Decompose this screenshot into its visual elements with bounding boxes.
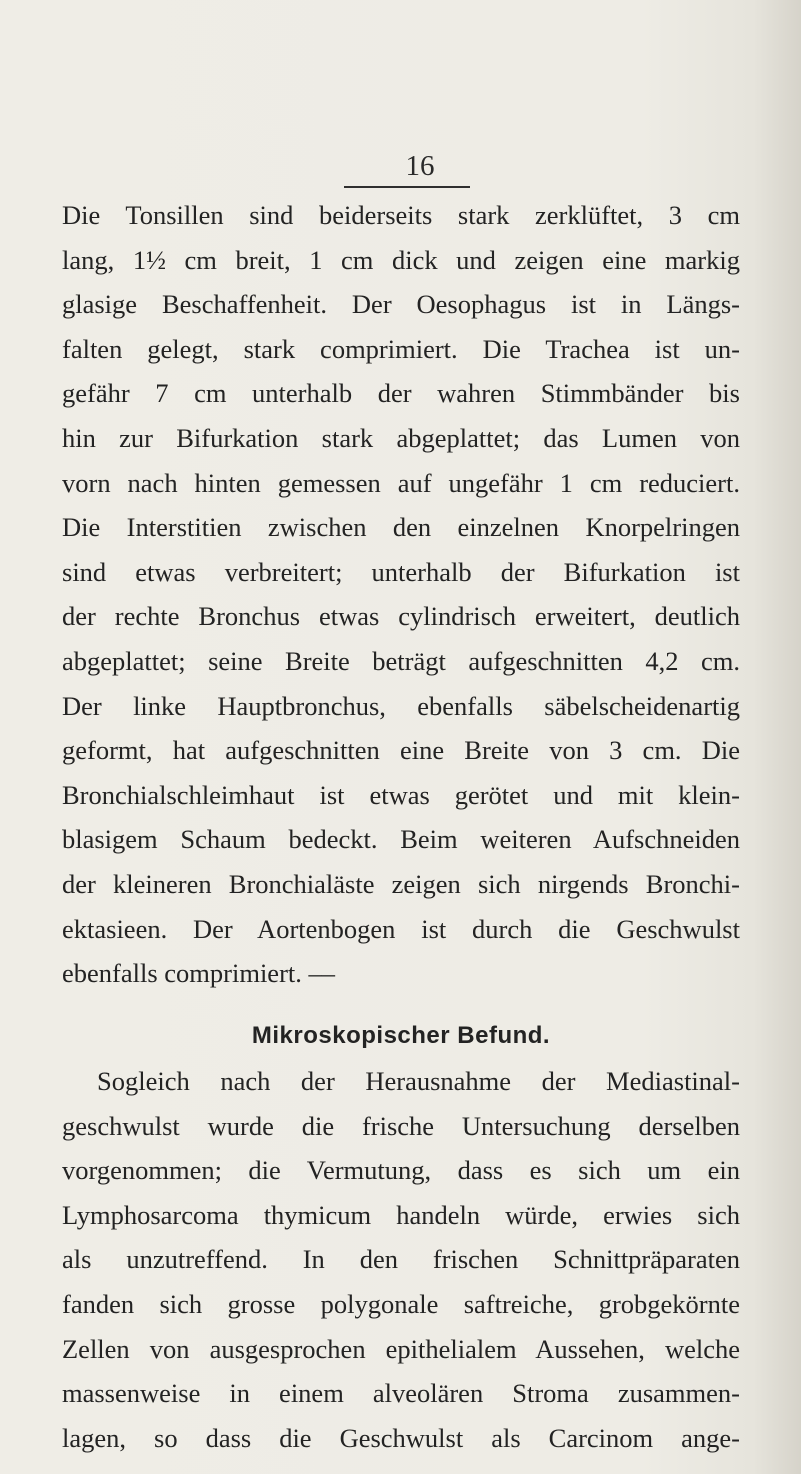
text-line: Zellen von ausgesprochen epithelialem Aussehen, welche bbox=[62, 1333, 740, 1364]
text-line: hin zur Bifurkation stark abgeplattet; das Lumen von bbox=[62, 422, 740, 453]
text-line: geschwulst wurde die frische Untersuchung derselben bbox=[62, 1110, 740, 1141]
text-line: gefähr 7 cm unterhalb der wahren Stimmbänder bis bbox=[62, 378, 740, 409]
text-line: massenweise in einem alveolären Stroma zusammen- bbox=[62, 1378, 740, 1409]
text-line: vorgenommen; die Vermutung, dass es sich um ein bbox=[62, 1155, 740, 1186]
text-line: glasige Beschaffenheit. Der Oesophagus ist in Längs- bbox=[62, 289, 740, 320]
text-line: vorn nach hinten gemessen auf ungefähr 1 cm reduciert. bbox=[62, 467, 740, 498]
text-line: Bronchialschleimhaut ist etwas gerötet und mit klein- bbox=[62, 779, 740, 810]
text-line: Sogleich nach der Herausnahme der Mediastinal- bbox=[97, 1066, 740, 1096]
text-line: sind etwas verbreitert; unterhalb der Bifurkation ist bbox=[62, 556, 740, 587]
text-line: fanden sich grosse polygonale saftreiche, grobgekörnte bbox=[62, 1288, 740, 1319]
text-line: geformt, hat aufgeschnitten eine Breite von 3 cm. Die bbox=[62, 735, 740, 766]
text-line: der rechte Bronchus etwas cylindrisch erweitert, deutlich bbox=[62, 601, 740, 632]
text-line: lang, 1½ cm breit, 1 cm dick und zeigen eine markig bbox=[62, 244, 740, 275]
text-line: Die Interstitien zwischen den einzelnen Knorpelringen bbox=[62, 512, 740, 543]
text-line: ektasieen. Der Aortenbogen ist durch die Geschwulst bbox=[62, 913, 740, 944]
text-line: abgeplattet; seine Breite beträgt aufgeschnitten 4,2 cm. bbox=[62, 645, 740, 676]
text-line: Lymphosarcoma thymicum handeln würde, erwies sich bbox=[62, 1199, 740, 1230]
paragraph-findings bbox=[62, 193, 740, 996]
text-line: Die Tonsillen sind beiderseits stark zerklüftet, 3 cm bbox=[62, 200, 740, 230]
text-line: Der linke Hauptbronchus, ebenfalls säbelscheidenartig bbox=[62, 690, 740, 721]
text-line: blasigem Schaum bedeckt. Beim weiteren Aufschneiden bbox=[62, 824, 740, 855]
page-number: 16 bbox=[405, 150, 435, 182]
page-number-rule bbox=[344, 186, 470, 188]
text-line: als unzutreffend. In den frischen Schnittpräparaten bbox=[62, 1244, 740, 1275]
text-line: lagen, so dass die Geschwulst als Carcinom ange- bbox=[62, 1422, 740, 1453]
section-heading: Mikroskopischer Befund. bbox=[251, 1022, 551, 1049]
text-line: falten gelegt, stark comprimiert. Die Trachea ist un- bbox=[62, 333, 740, 364]
paragraph-microscopic bbox=[62, 1059, 740, 1460]
text-line: ebenfalls comprimiert. –– bbox=[62, 958, 336, 989]
text-line: der kleineren Bronchialäste zeigen sich nirgends Bronchi- bbox=[62, 868, 740, 899]
